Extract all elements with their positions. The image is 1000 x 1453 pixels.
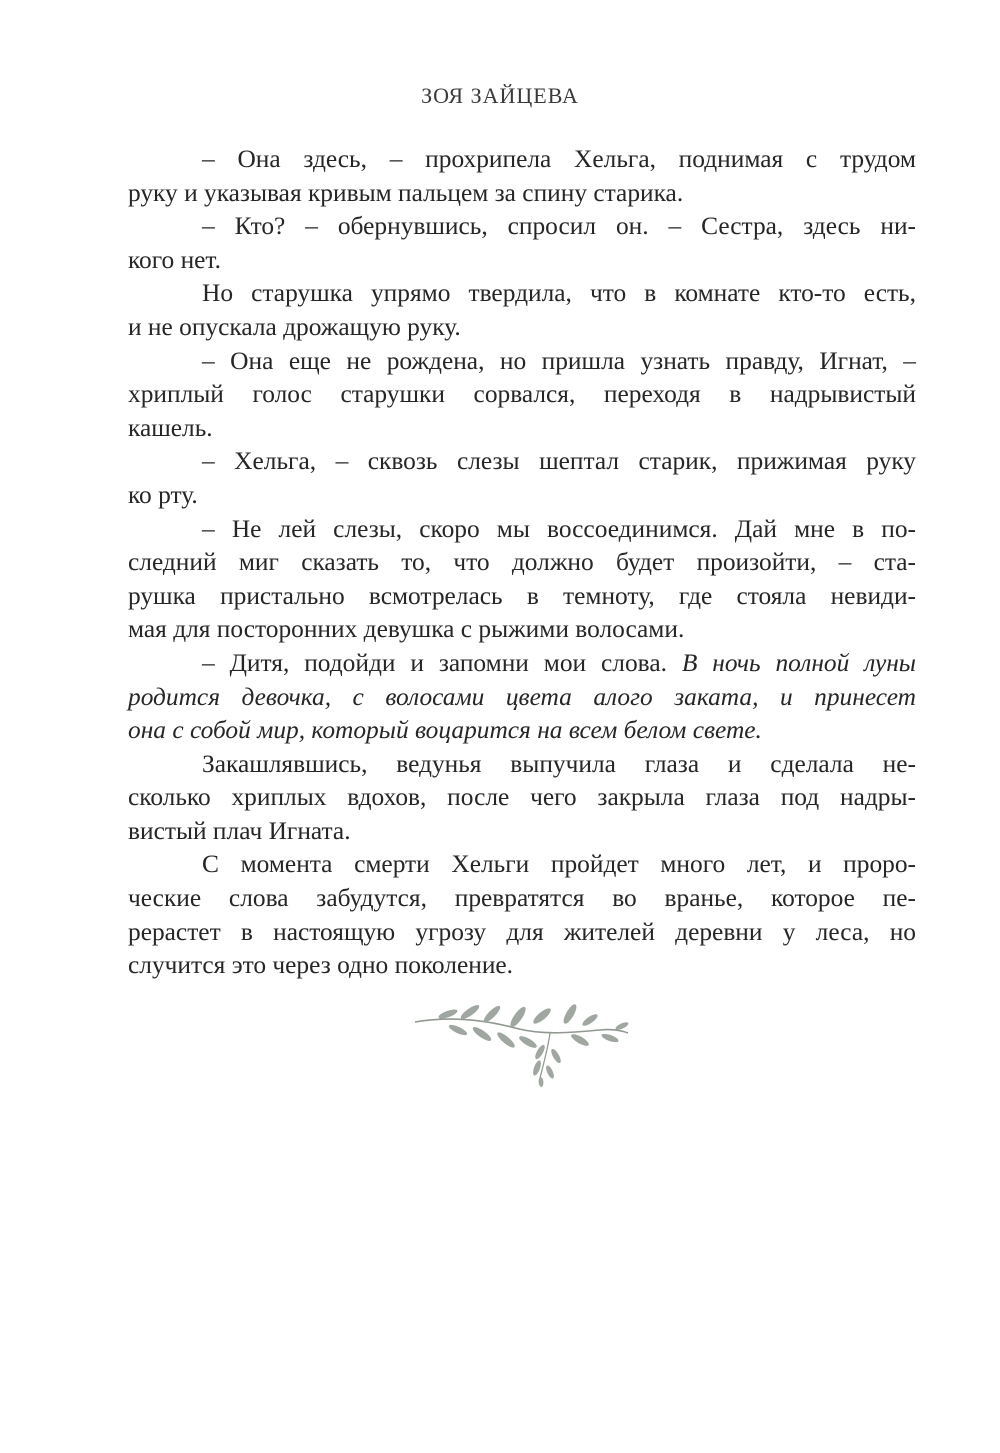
text-line: хриплый голос старушки сорвался, переходя в надрывистый: [128, 380, 916, 409]
text-line: – Она здесь, – прохрипела Хельга, поднимая с трудом: [202, 145, 916, 173]
text-line: кашель.: [128, 413, 213, 442]
body-text: [128, 143, 916, 983]
text-line: – Хельга, – сквозь слезы шептал старик, прижимая руку: [202, 447, 916, 476]
text-line: С момента смерти Хельги пройдет много лет, и проро-: [202, 850, 916, 879]
text-line: вистый плач Игната.: [128, 816, 351, 845]
text-line: мая для посторонних девушка с рыжими волосами.: [128, 615, 685, 644]
text-line: ко рту.: [128, 480, 198, 509]
text-line: – Кто? – обернувшись, спросил он. – Сестра, здесь ни-: [202, 212, 916, 241]
regular-text: – Дитя, подойди и запомни мои слова.: [202, 648, 682, 677]
text-line: кого нет.: [128, 245, 221, 274]
running-head: ЗОЯ ЗАЙЦЕВА: [421, 83, 579, 108]
italic-prophecy-line: она с собой мир, который воцарится на всем белом свете.: [128, 716, 762, 745]
text-line: сколько хриплых вдохов, после чего закрыла глаза под надры-: [128, 783, 916, 812]
text-line: руку и указывая кривым пальцем за спину старика.: [128, 178, 684, 207]
text-line: Закашлявшись, ведунья выпучила глаза и сделала не-: [202, 749, 916, 778]
leafy-branch-icon: [410, 1000, 635, 1090]
text-line: ческие слова забудутся, превратятся во вранье, которое пе-: [128, 884, 916, 913]
text-line: рерастет в настоящую угрозу для жителей деревни у леса, но: [128, 917, 916, 946]
text-line: Но старушка упрямо твердила, что в комнате кто-то есть,: [202, 279, 916, 308]
text-line: – Она еще не рождена, но пришла узнать правду, Игнат, –: [202, 346, 916, 375]
text-line: рушка пристально всмотрелась в темноту, где стояла невиди-: [128, 581, 916, 610]
italic-prophecy-line: родится девочка, с волосами цвета алого заката, и принесет: [128, 682, 916, 711]
text-line-mixed: [128, 647, 916, 681]
text-line: и не опускала дрожащую руку.: [128, 312, 461, 341]
italic-prophecy-text: В ночь полной луны: [681, 648, 917, 677]
text-line: случится это через одно поколение.: [128, 951, 514, 980]
text-line: – Не лей слезы, скоро мы воссоединимся. Дай мне в по-: [202, 514, 916, 543]
text-line: следний миг сказать то, что должно будет произойти, – ста-: [128, 548, 916, 577]
